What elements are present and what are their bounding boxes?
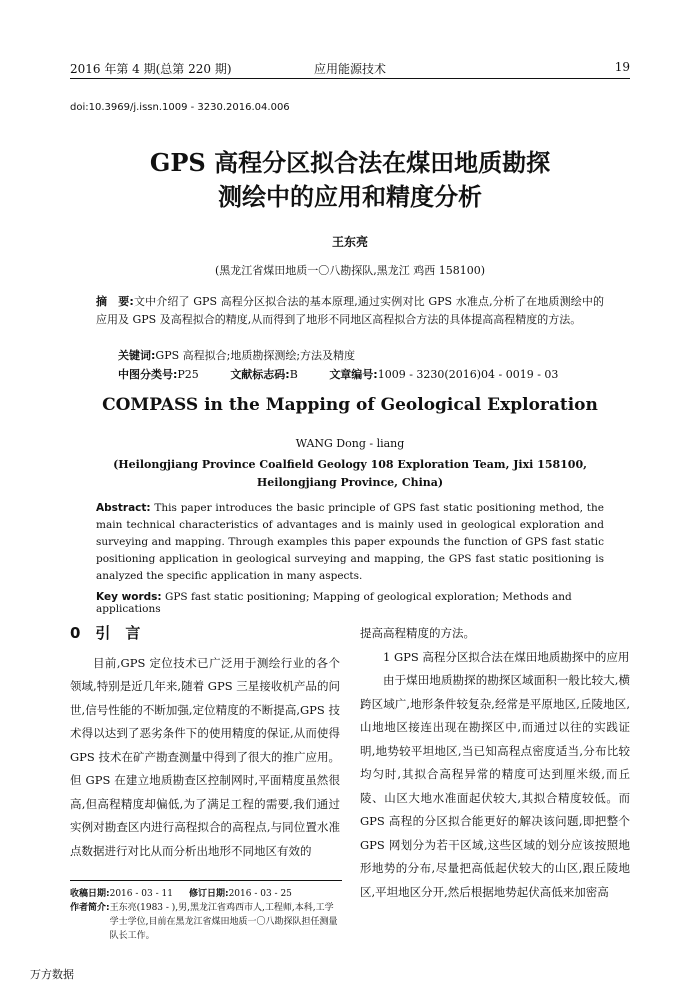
classification-row: [118, 366, 586, 382]
section-1-heading: 1 GPS 高程分区拟合法在煤田地质勘探中的应用: [383, 649, 630, 664]
section-0-paragraph: 目前,GPS 定位技术已广泛用于测绘行业的各个领域,特别是近几年来,随着 GPS 三星接收机产品的问世,信号性能的不断加强,定位精度的不断提高,GPS 技术得以达到了恶劣条件下的使用精度的保证,从而使得 GPS 技术在矿产勘查测量中得到了很大的推广应用。但 GPS 在建立地质勘查区控制网时,平面精度虽然很高,但高程精度却偏低,为了满足工程的需要,我们通过实例对勘查区内进行高程拟合的高程点,与同位置水准点数据进行对比从而分析出地形不同地区有效的: [70, 655, 340, 858]
footnote: [70, 880, 342, 943]
keywords-en: [96, 591, 604, 615]
footnote-bio: [70, 901, 342, 943]
bio-label: 作者简介:: [70, 903, 110, 913]
section-1-paragraph: 由于煤田地质勘探的勘探区域面积一般比较大,横跨区域广,地形条件较复杂,经常是平原地区,丘陵地区,山地地区接连出现在勘探区中,而通过以往的实践证明,地势较平坦地区,当已知高程点密度适当,分布比较均匀时,其拟合高程异常的精度可达到厘米级,而丘陵、山区大地水准面起伏较大,其拟合精度较低。而 GPS 高程的分区拟合能更好的解决该问题,即把整个 GPS 网划分为若干区域,这些区域的划分应该按照地形地势的分布,尽量把高低起伏较大的山区,跟丘陵地区,平坦地区分开,然后根据地势起伏高低来加密高: [360, 673, 630, 899]
body-column-right: [360, 622, 630, 904]
article-number: [329, 368, 558, 381]
running-header: [70, 56, 630, 79]
affiliation-cn: (黑龙江省煤田地质一〇八勘探队,黑龙江 鸡西 158100): [214, 264, 486, 277]
abstract-en: [96, 500, 604, 585]
page-number: 19: [614, 60, 630, 74]
journal-name: 应用能源技术: [313, 62, 386, 76]
title-cn-line-1: GPS 高程分区拟合法在煤田地质勘探: [149, 148, 551, 177]
keywords-cn: [118, 347, 604, 363]
doc-code: [230, 368, 298, 381]
doi: doi:10.3969/j.issn.1009 - 3230.2016.04.006: [70, 102, 290, 113]
article-number-value: 1009 - 3230(2016)04 - 0019 - 03: [377, 368, 559, 381]
doc-code-label: 文献标志码:: [230, 368, 290, 381]
abstract-en-text: This paper introduces the basic principle of GPS fast static positioning method, the main technical characteristics of advantages and is mainly used in geological exploration and surveying and mapping. Through examples this paper expounds the function of GPS fast static positioning application in geological surveying and mapping, the GPS fast static positioning is analyzed the specific application in many aspects.: [96, 502, 604, 582]
author-en: WANG Dong - liang: [295, 437, 405, 450]
keywords-cn-label: 关键词:: [118, 349, 156, 362]
author-cn: 王东亮: [331, 235, 368, 249]
doc-code-value: B: [289, 368, 298, 381]
issue-info: 2016 年第 4 期(总第 220 期): [70, 62, 232, 76]
section-0-heading: 0 引 言: [70, 624, 141, 642]
clc: [118, 368, 199, 381]
abstract-en-label: Abstract:: [96, 502, 151, 514]
abstract-cn-text: 文中介绍了 GPS 高程分区拟合法的基本原理,通过实例对比 GPS 水准点,分析了在地质测绘中的应用及 GPS 及高程拟合的精度,从而得到了地形不同地区高程拟合方法的具体提高高程精度的方法。: [96, 295, 604, 326]
body-column-left: [70, 622, 340, 863]
clc-value: P25: [177, 368, 199, 381]
affiliation-en: (Heilongjiang Province Coalfield Geology 108 Exploration Team, Jixi 158100, Heilongjiang Province, China): [113, 458, 587, 489]
paragraph-continuation: 提高高程精度的方法。: [360, 626, 475, 640]
received-date: 2016 - 03 - 11: [109, 889, 173, 899]
keywords-cn-text: GPS 高程拟合;地质勘探测绘;方法及精度: [155, 349, 356, 362]
abstract-cn-label: 摘 要:: [96, 295, 134, 308]
title-cn-line-2: 测绘中的应用和精度分析: [218, 182, 482, 211]
abstract-cn: [96, 293, 604, 329]
article-number-label: 文章编号:: [329, 368, 378, 381]
title-cn: [70, 146, 630, 214]
clc-label: 中图分类号:: [118, 368, 178, 381]
title-en: COMPASS in the Mapping of Geological Exploration: [102, 395, 598, 415]
keywords-en-label: Key words:: [96, 591, 162, 603]
keywords-en-text: GPS fast static positioning; Mapping of geological exploration; Methods and applications: [96, 591, 572, 615]
revised-label: 修订日期:: [188, 889, 229, 899]
received-label: 收稿日期:: [70, 889, 110, 899]
revised-date: 2016 - 03 - 25: [228, 889, 292, 899]
footnote-dates: [70, 887, 342, 901]
footer-watermark: 万方数据: [30, 968, 74, 981]
bio-text: 王东亮(1983 - ),男,黑龙江省鸡西市人,工程师,本科,工学学士学位,目前在黑龙江省煤田地质一〇八勘探队担任测量队长工作。: [109, 903, 338, 941]
